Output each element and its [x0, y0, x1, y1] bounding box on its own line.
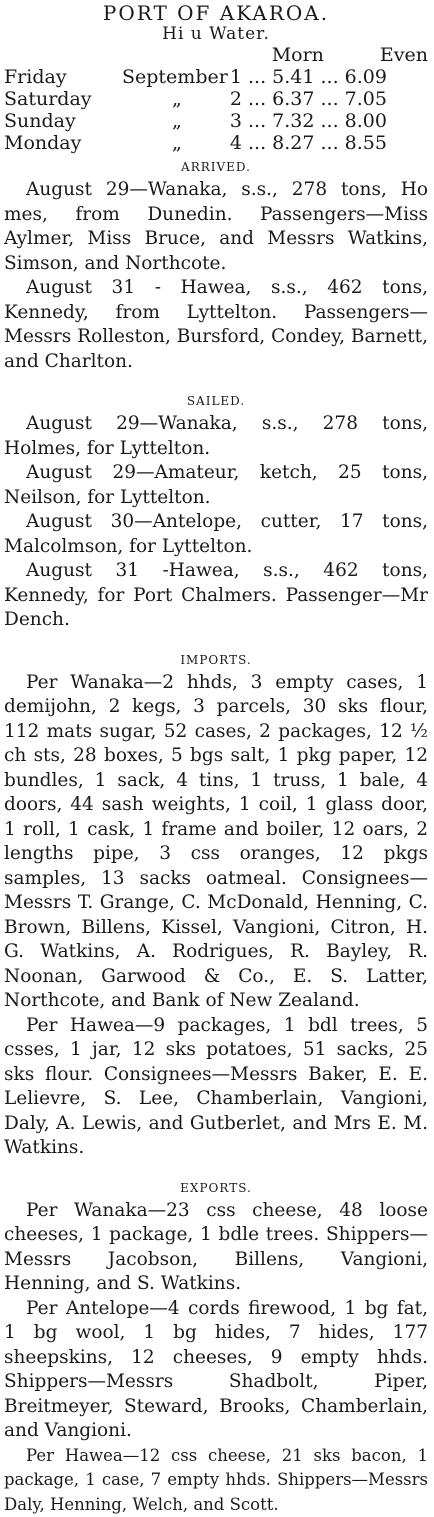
export-entry: Per Wanaka—23 css cheese, 48 loose cheeses, 1 package, 1 bdle trees. Shippers—Messrs Jacobson, Billens, Vangioni, Henning, and S. Watkins. [4, 1199, 428, 1297]
tide-times: ... 5.41 ... 6.09 [248, 66, 428, 88]
sailing-entry: August 29—Wanaka, s.s., 278 tons, Holmes, for Lyttelton. [4, 412, 428, 461]
arrival-entry: August 31 - Hawea, s.s., 462 tons, Kennedy, from Lyttelton. Passengers—Messrs Rolleston, Bursford, Condey, Barnett, and Charlton. [4, 276, 428, 374]
imports-heading: IMPORTS. [4, 651, 428, 669]
arrival-entry: August 29—Wanaka, s.s., 278 tons, Ho mes, from Dunedin. Passengers—Miss Aylmer, Miss Bruce, and Messrs Watkins, Simson, and Northcote. [4, 178, 428, 276]
tide-month: „ [122, 132, 228, 154]
sailing-entry: August 30—Antelope, cutter, 17 tons, Malcolmson, for Lyttelton. [4, 510, 428, 559]
tide-date: 3 [228, 110, 248, 132]
tide-times: ... 8.27 ... 8.55 [248, 132, 428, 154]
tide-month: „ [122, 110, 228, 132]
import-entry: Per Wanaka—2 hhds, 3 empty cases, 1 demijohn, 2 kegs, 3 parcels, 30 sks flour, 112 mats sugar, 52 cases, 2 packages, 12 ½ ch sts, 28 boxes, 5 bgs salt, 1 pkg paper, 12 bundles, 1 sack, 4 tins, 1 truss, 1 bale, 4 doors, 44 sash weights, 1 coil, 1 glass door, 1 roll, 1 cask, 1 frame and boiler, 12 oars, 2 lengths pipe, 3 css oranges, 12 pkgs samples, 13 sacks oatmeal. Consignees—Messrs T. Grange, C. McDonald, Henning, C. Brown, Billens, Kissel, Vangioni, Citron, H. G. Watkins, A. Rodrigues, R. Bayley, R. Noonan, Garwood & Co., E. S. Latter, Northcote, and Bank of New Zealand. [4, 671, 428, 1014]
import-entry: Per Hawea—9 packages, 1 bdl trees, 5 csses, 1 jar, 12 sks potatoes, 51 sacks, 25 sks flour. Consignees—Messrs Baker, E. E. Lelievre, S. Lee, Chamberlain, Vangioni, Daly, A. Lewis, and Gutberlet, and Mrs E. M. Watkins. [4, 1014, 428, 1161]
section-gap [4, 1161, 428, 1175]
export-entry: Per Hawea—12 css cheese, 21 sks bacon, 1 package, 1 case, 7 empty hhds. Shippers—Messrs Daly, Henning, Welch, and Scott. [4, 1444, 428, 1517]
tide-day: Sunday [4, 110, 122, 132]
tide-row [4, 88, 428, 110]
tide-date: 4 [228, 132, 248, 154]
even-column-label: Even [380, 44, 428, 66]
tide-row [4, 110, 428, 132]
tide-date: 1 [228, 66, 248, 88]
export-entry: Per Antelope—4 cords firewood, 1 bg fat, 1 bg wool, 1 bg hides, 7 hides, 177 sheepskins, 12 cheeses, 9 empty hhds. Shippers—Messrs Shadbolt, Piper, Breitmeyer, Steward, Brooks, Chamberlain, and Vangioni. [4, 1297, 428, 1444]
tide-times: ... 7.32 ... 8.00 [248, 110, 428, 132]
arrived-heading: ARRIVED. [4, 158, 428, 176]
tide-table-header [4, 44, 428, 66]
tide-table [4, 66, 428, 154]
high-water-heading: Hi u Water. [4, 24, 428, 44]
sailing-entry: August 31 -Hawea, s.s., 462 tons, Kennedy, for Port Chalmers. Passenger—Mr Dench. [4, 559, 428, 633]
tide-day: Saturday [4, 88, 122, 110]
exports-heading: EXPORTS. [4, 1179, 428, 1197]
sailed-heading: SAILED. [4, 392, 428, 410]
morn-column-label: Morn [272, 44, 324, 66]
page-title: PORT OF AKAROA. [4, 2, 428, 24]
tide-month: September [122, 66, 228, 88]
tide-month: „ [122, 88, 228, 110]
tide-day: Monday [4, 132, 122, 154]
tide-row [4, 132, 428, 154]
tide-times: ... 6.37 ... 7.05 [248, 88, 428, 110]
tide-date: 2 [228, 88, 248, 110]
sailing-entry: August 29—Amateur, ketch, 25 tons, Neilson, for Lyttelton. [4, 461, 428, 510]
tide-day: Friday [4, 66, 122, 88]
section-gap [4, 374, 428, 388]
section-gap [4, 633, 428, 647]
tide-row [4, 66, 428, 88]
